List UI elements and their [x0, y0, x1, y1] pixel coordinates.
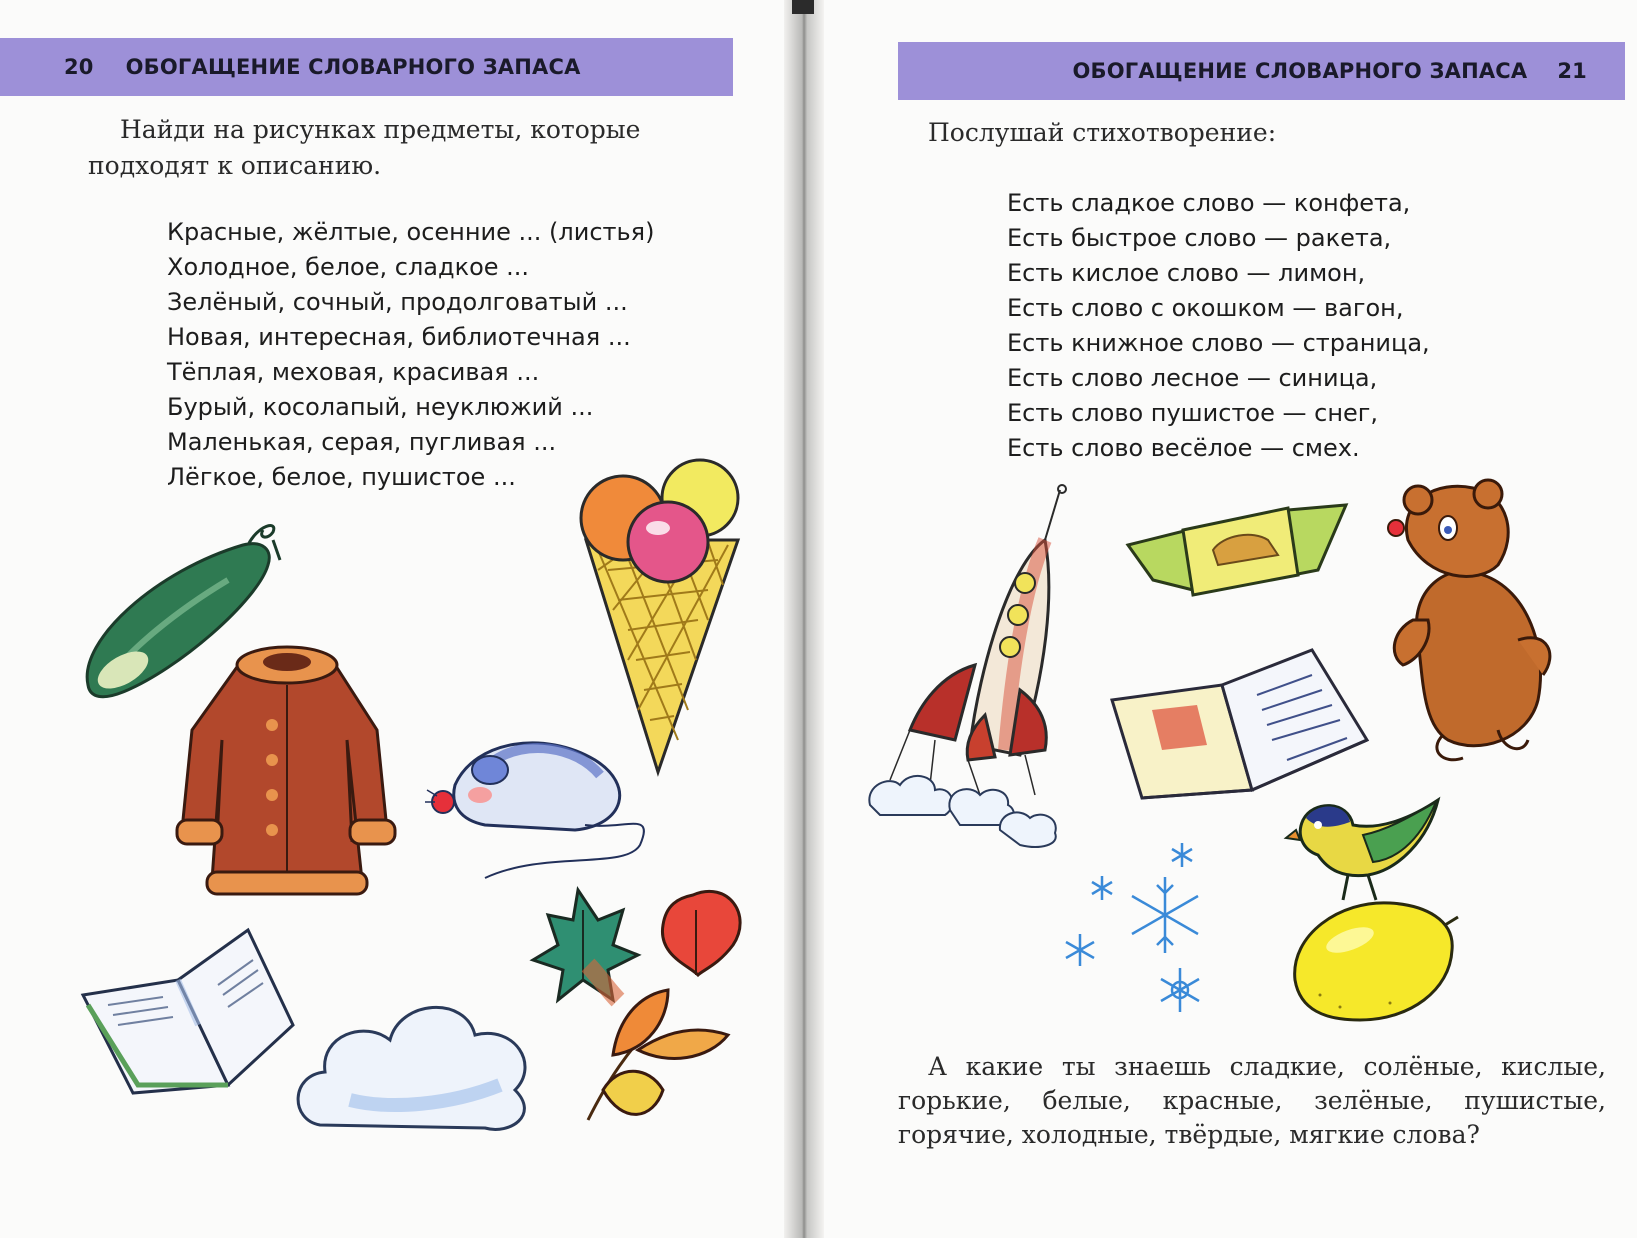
candy-icon	[1128, 500, 1348, 620]
book-icon	[1112, 650, 1372, 800]
riddle-line: Лёгкое, белое, пушистое ...	[167, 463, 516, 491]
riddle-line: Новая, интересная, библиотечная ...	[167, 323, 631, 351]
poem-intro: Послушай стихотворение:	[928, 118, 1277, 147]
poem	[1007, 186, 1430, 466]
book-spine-edge	[792, 0, 814, 14]
riddle-line: Холодное, белое, сладкое ...	[167, 253, 530, 281]
left-page-number: 20	[64, 55, 94, 79]
left-page-header	[0, 38, 733, 96]
bear-icon	[1388, 480, 1558, 770]
poem-line: Есть слово лесное — синица,	[1007, 364, 1378, 392]
instruction-text: Найди на рисунках предметы, которые подходят к описанию.	[88, 115, 641, 180]
lemon-icon	[1290, 895, 1460, 1025]
snowflakes-icon	[1060, 840, 1240, 1020]
poem-line: Есть сладкое слово — конфета,	[1007, 189, 1411, 217]
right-page-header	[898, 42, 1625, 100]
rocket-icon	[890, 485, 1090, 875]
book-gutter	[784, 0, 824, 1238]
poem-line: Есть кислое слово — лимон,	[1007, 259, 1366, 287]
poem-line: Есть быстрое слово — ракета,	[1007, 224, 1392, 252]
right-header-title: ОБОГАЩЕНИЕ СЛОВАРНОГО ЗАПАСА	[1072, 59, 1528, 83]
left-header-title: ОБОГАЩЕНИЕ СЛОВАРНОГО ЗАПАСА	[125, 55, 581, 79]
riddle-line: Тёплая, меховая, красивая ...	[167, 358, 540, 386]
fur-coat-icon	[172, 640, 402, 900]
mouse-icon	[425, 730, 665, 890]
poem-line: Есть книжное слово — страница,	[1007, 329, 1430, 357]
riddle-line: Маленькая, серая, пугливая ...	[167, 428, 557, 456]
riddle-list	[167, 215, 654, 495]
right-page-number: 21	[1557, 59, 1587, 83]
question-text: А какие ты знаешь сладкие, солёные, кислые, горькие, белые, красные, зелёные, пушистые, горячие, холодные, твёрдые, мягкие слова?	[898, 1052, 1606, 1149]
riddle-line: Красные, жёлтые, осенние ... (листья)	[167, 218, 655, 246]
riddle-line: Бурый, косолапый, неуклюжий ...	[167, 393, 594, 421]
poem-line: Есть слово весёлое — смех.	[1007, 434, 1360, 462]
poem-line: Есть слово пушистое — снег,	[1007, 399, 1379, 427]
riddle-line: Зелёный, сочный, продолговатый ...	[167, 288, 628, 316]
cloud-icon	[290, 990, 540, 1135]
poem-line: Есть слово с окошком — вагон,	[1007, 294, 1404, 322]
autumn-leaves-icon	[528, 880, 753, 1130]
book-icon	[78, 925, 308, 1095]
